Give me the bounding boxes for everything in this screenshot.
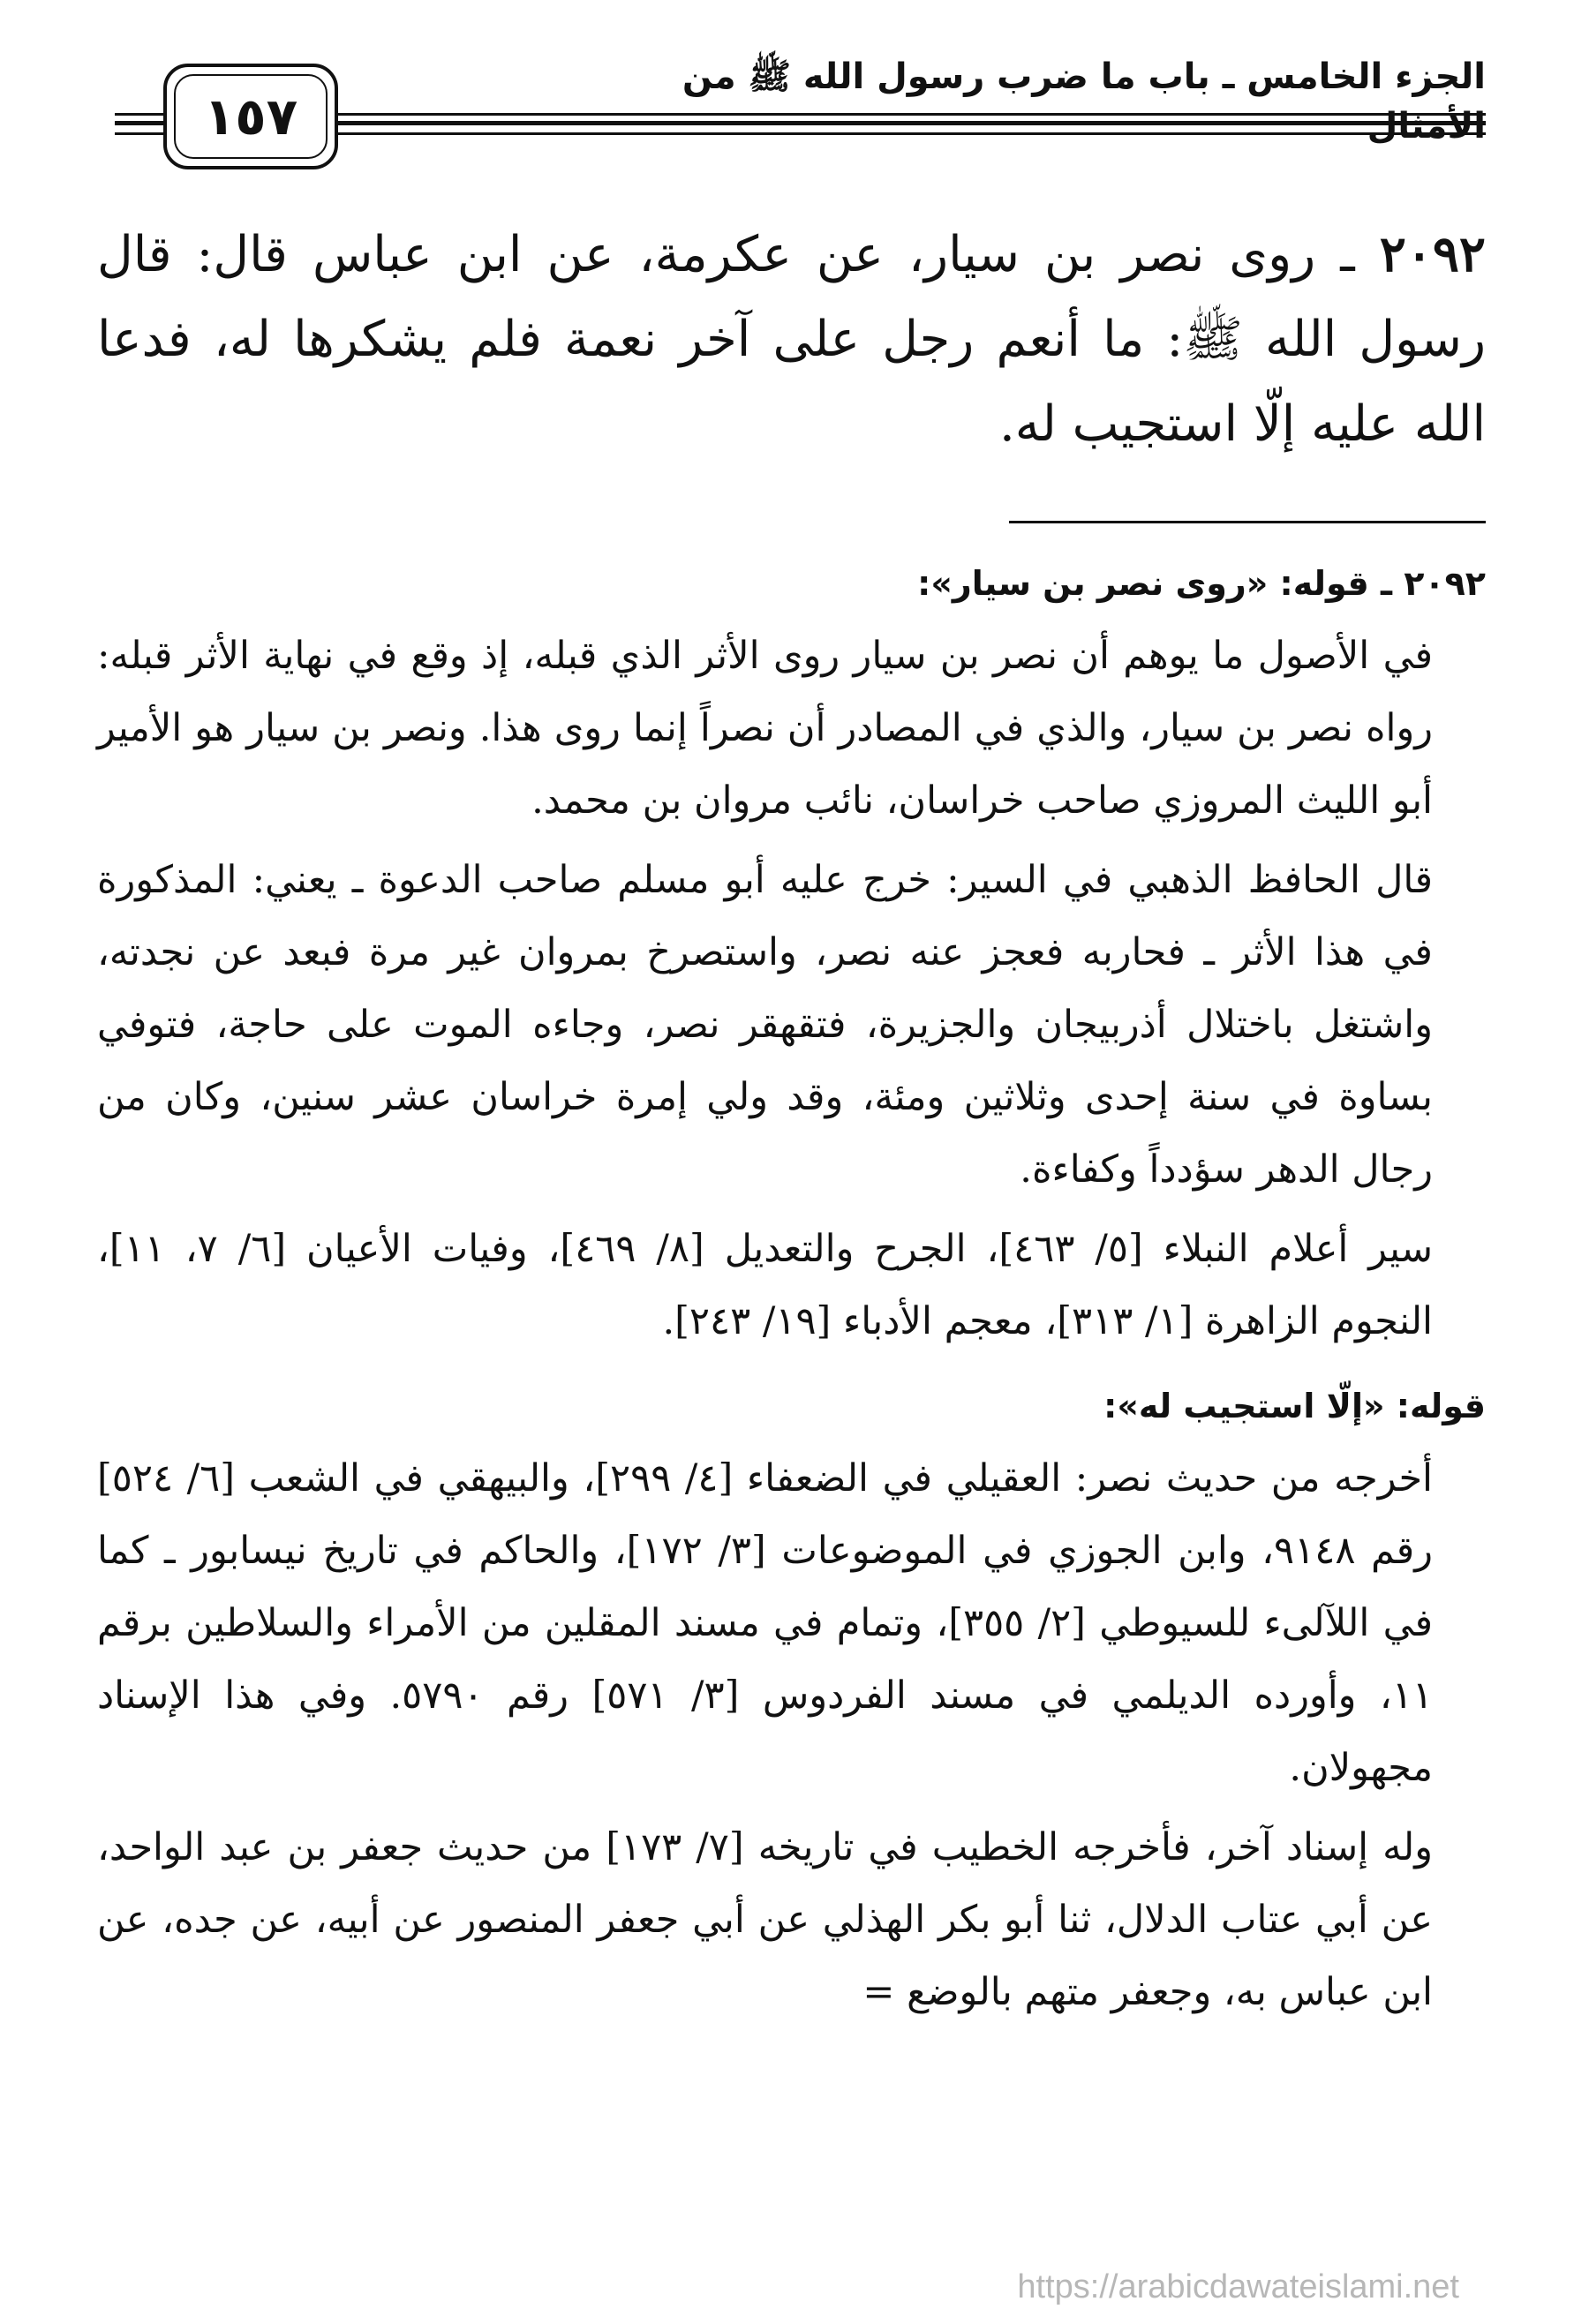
note-block	[97, 547, 1486, 1358]
page-number: ١٥٧	[203, 86, 298, 147]
note-paragraph: سير أعلام النبلاء [٥/ ٤٦٣]، الجرح والتعديل [٨/ ٤٦٩]، وفيات الأعيان [٦/ ٧، ١١]، النجوم الزاهرة [١/ ٣١٣]، معجم الأدباء [١٩/ ٢٤٣].	[97, 1227, 1434, 1343]
note-paragraph: أخرجه من حديث نصر: العقيلي في الضعفاء [٤/ ٢٩٩]، والبيهقي في الشعب [٦/ ٥٢٤] رقم ٩١٤٨، وابن الجوزي في الموضوعات [٣/ ١٧٢]، والحاكم في تاريخ نيسابور ـ كما في اللآلىء للسيوطي [٢/ ٣٥٥]، وتمام في مسند المقلين من الأمراء والسلاطين برقم ١١، وأورده الديلمي في مسند الفردوس [٣/ ٥٧١] رقم ٥٧٩٠. وفي هذا الإسناد مجهولان.	[97, 1456, 1434, 1790]
notes-section	[97, 547, 1486, 2041]
note-heading: ٢٠٩٢ ـ قوله: «روى نصر بن سيار»:	[917, 564, 1486, 603]
note-heading: قوله: «إلّا استجيب له»:	[1103, 1387, 1486, 1425]
note-paragraph: في الأصول ما يوهم أن نصر بن سيار روى الأثر الذي قبله، إذ وقع في نهاية الأثر قبله: رواه نصر بن سيار، والذي في المصادر أن نصراً إنما روى هذا. ونصر بن سيار هو الأمير أبو الليث المروزي صاحب خراسان، نائب مروان بن محمد.	[97, 634, 1433, 823]
note-block	[97, 1370, 1486, 2028]
footnote-separator	[1009, 521, 1486, 523]
page-number-frame	[163, 64, 338, 169]
hadith-number: ٢٠٩٢	[1379, 225, 1486, 283]
running-header: الجزء الخامس ـ باب ما ضرب رسول الله ﷺ من الأمثال	[682, 56, 1486, 147]
main-hadith	[97, 212, 1486, 467]
watermark-url: https://arabicdawateislami.net	[1017, 2268, 1459, 2305]
note-paragraph: قال الحافظ الذهبي في السير: خرج عليه أبو مسلم صاحب الدعوة ـ يعني: المذكورة في هذا الأثر ـ فحاربه فعجز عنه نصر، واستصرخ بمروان غير مرة فبعد عن نجدته، واشتغل باختلال أذربيجان والجزيرة، فتقهقر نصر، وجاءه الموت على حاجة، فتوفي بساوة في سنة إحدى وثلاثين ومئة، وقد ولي إمرة خراسان عشر سنين، وكان من رجال الدهر سؤدداً وكفاءة.	[97, 858, 1433, 1192]
note-paragraph: وله إسناد آخر، فأخرجه الخطيب في تاريخه [٧/ ١٧٣] من حديث جعفر بن عبد الواحد، عن أبي عتاب الدلال، ثنا أبو بكر الهذلي عن أبي جعفر المنصور عن أبيه، عن جده، عن ابن عباس به، وجعفر متهم بالوضع =	[97, 1825, 1433, 2014]
hadith-text: ـ روى نصر بن سيار، عن عكرمة، عن ابن عباس قال: قال رسول الله ﷺ: ما أنعم رجل على آخر نعمة فلم يشكرها له، فدعا الله عليه إلّا استجيب له.	[97, 226, 1486, 453]
